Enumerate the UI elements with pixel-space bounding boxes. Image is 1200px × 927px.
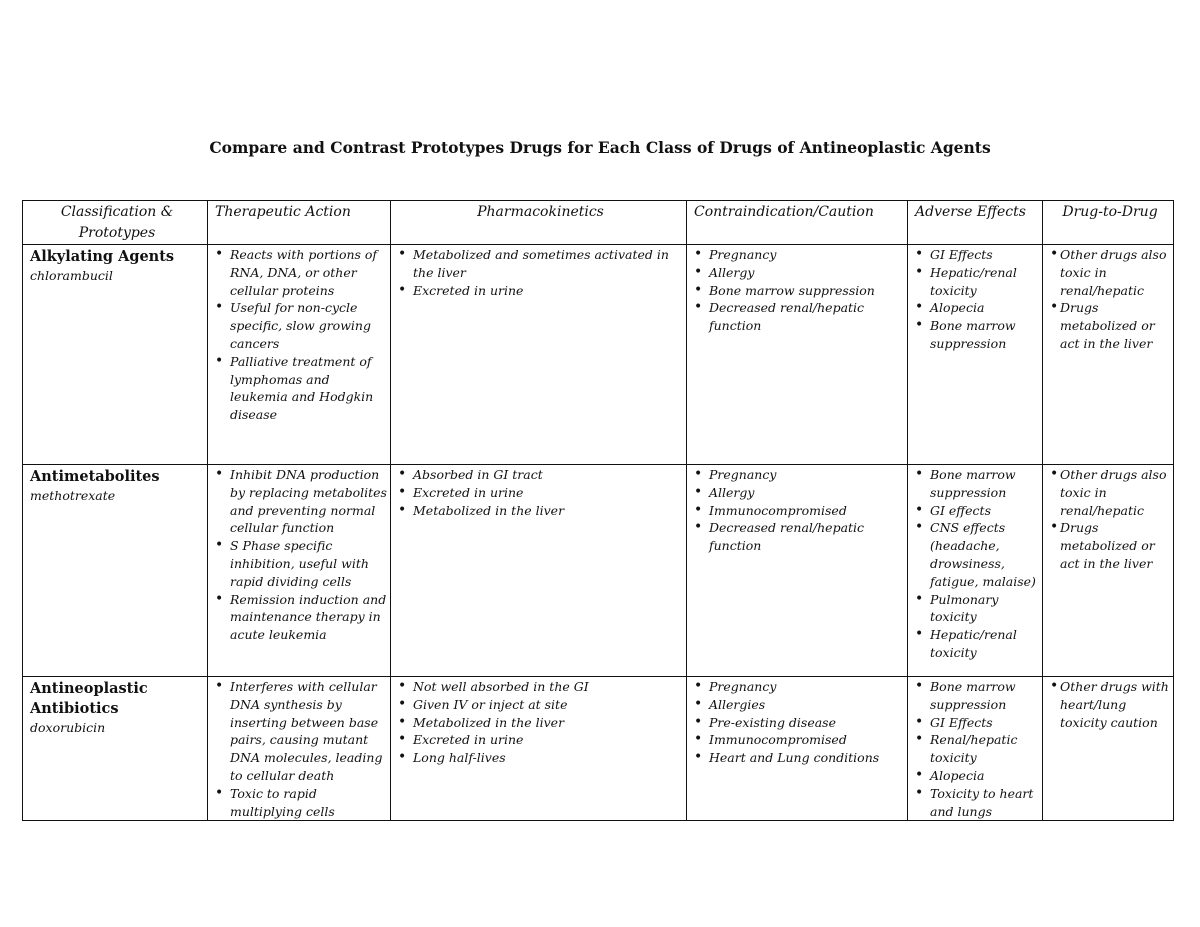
contraindication-cell xyxy=(687,677,908,821)
list-item: • Toxic to rapid multiplying cells xyxy=(215,785,387,821)
classification-cell xyxy=(23,245,208,465)
class-name: Alkylating Agents xyxy=(30,248,175,265)
list-item: • Pregnancy xyxy=(694,678,904,696)
drug-to-drug-cell xyxy=(1043,677,1174,821)
list-item: • Reacts with portions of RNA, DNA, or other cellular proteins xyxy=(215,246,387,299)
classification-cell xyxy=(23,677,208,821)
drug-to-drug-cell xyxy=(1043,245,1174,465)
list-item: • Not well absorbed in the GI xyxy=(398,678,683,696)
list-item: • Other drugs with heart/lung toxicity caution xyxy=(1050,678,1170,731)
list-item: • Decreased renal/hepatic function xyxy=(694,519,904,555)
column-header-drug-to-drug: Drug-to-Drug xyxy=(1043,201,1174,245)
list-item: • Pre-existing disease xyxy=(694,714,904,732)
drug-to-drug-cell xyxy=(1043,465,1174,677)
list-item: • Pulmonary toxicity xyxy=(915,591,1039,627)
contraindication-cell xyxy=(687,465,908,677)
list-item: • Heart and Lung conditions xyxy=(694,749,904,767)
page-title: Compare and Contrast Prototypes Drugs for Each Class of Drugs of Antineoplastic Agents xyxy=(209,138,991,157)
bullet-list xyxy=(215,465,387,644)
list-item: • Hepatic/renal toxicity xyxy=(915,264,1039,300)
list-item: • Metabolized in the liver xyxy=(398,502,683,520)
contraindication-cell xyxy=(687,245,908,465)
therapeutic-action-cell xyxy=(208,245,391,465)
bullet-list xyxy=(694,677,904,767)
list-item: • Hepatic/renal toxicity xyxy=(915,626,1039,662)
list-item: • CNS effects (headache, drowsiness, fatigue, malaise) xyxy=(915,519,1039,590)
list-item: • Excreted in urine xyxy=(398,731,683,749)
list-item: • Decreased renal/hepatic function xyxy=(694,299,904,335)
drug-comparison-table xyxy=(22,200,1174,821)
column-header-pharmacokinetics: Pharmacokinetics xyxy=(391,201,687,245)
list-item: • Immunocompromised xyxy=(694,502,904,520)
list-item: • Alopecia xyxy=(915,767,1039,785)
table-row xyxy=(23,245,1174,465)
column-header-therapeutic-action: Therapeutic Action xyxy=(208,201,391,245)
list-item: • Bone marrow suppression xyxy=(915,466,1039,502)
list-item: • Drugs metabolized or act in the liver xyxy=(1050,299,1170,352)
adverse-effects-cell xyxy=(908,677,1043,821)
list-item: • Renal/hepatic toxicity xyxy=(915,731,1039,767)
pharmacokinetics-cell xyxy=(391,677,687,821)
column-header-classification: Classification & Prototypes xyxy=(23,201,208,245)
list-item: • Bone marrow suppression xyxy=(915,678,1039,714)
list-item: • Allergy xyxy=(694,264,904,282)
bullet-list xyxy=(915,465,1039,662)
list-item: • Excreted in urine xyxy=(398,282,683,300)
bullet-list xyxy=(694,465,904,555)
list-item: • Bone marrow suppression xyxy=(694,282,904,300)
list-item: • Toxicity to heart and lungs xyxy=(915,785,1039,821)
class-name: Antineoplastic Antibiotics xyxy=(30,680,148,717)
list-item: • Allergy xyxy=(694,484,904,502)
list-item: • Excreted in urine xyxy=(398,484,683,502)
pharmacokinetics-cell xyxy=(391,465,687,677)
list-item: • Inhibit DNA production by replacing metabolites and preventing normal cellular function xyxy=(215,466,387,537)
list-item: • Palliative treatment of lymphomas and leukemia and Hodgkin disease xyxy=(215,353,387,424)
therapeutic-action-cell xyxy=(208,677,391,821)
column-header-adverse-effects: Adverse Effects xyxy=(908,201,1043,245)
bullet-list xyxy=(1050,677,1170,731)
list-item: • Pregnancy xyxy=(694,466,904,484)
list-item: • GI effects xyxy=(915,502,1039,520)
bullet-list xyxy=(398,465,683,519)
bullet-list xyxy=(694,245,904,335)
pharmacokinetics-cell xyxy=(391,245,687,465)
class-name: Antimetabolites xyxy=(30,468,160,485)
list-item: • Interferes with cellular DNA synthesis by inserting between base pairs, causing mutant DNA molecules, leading to cellular death xyxy=(215,678,387,785)
table-row xyxy=(23,465,1174,677)
list-item: • Remission induction and maintenance therapy in acute leukemia xyxy=(215,591,387,644)
list-item: • Metabolized and sometimes activated in the liver xyxy=(398,246,683,282)
list-item: • Absorbed in GI tract xyxy=(398,466,683,484)
bullet-list xyxy=(215,677,387,820)
list-item: • GI Effects xyxy=(915,714,1039,732)
adverse-effects-cell xyxy=(908,245,1043,465)
list-item: • Other drugs also toxic in renal/hepatic xyxy=(1050,466,1170,519)
list-item: • Immunocompromised xyxy=(694,731,904,749)
list-item: • Alopecia xyxy=(915,299,1039,317)
header-row xyxy=(23,201,1174,245)
prototype-drug: methotrexate xyxy=(30,488,116,503)
bullet-list xyxy=(1050,245,1170,353)
classification-cell xyxy=(23,465,208,677)
list-item: • Long half-lives xyxy=(398,749,683,767)
list-item: • Pregnancy xyxy=(694,246,904,264)
table-row xyxy=(23,677,1174,821)
prototype-drug: doxorubicin xyxy=(30,720,106,735)
list-item: • Allergies xyxy=(694,696,904,714)
list-item: • GI Effects xyxy=(915,246,1039,264)
therapeutic-action-cell xyxy=(208,465,391,677)
bullet-list xyxy=(398,245,683,299)
list-item: • Given IV or inject at site xyxy=(398,696,683,714)
list-item: • Drugs metabolized or act in the liver xyxy=(1050,519,1170,572)
list-item: • Useful for non-cycle specific, slow growing cancers xyxy=(215,299,387,352)
list-item: • Other drugs also toxic in renal/hepatic xyxy=(1050,246,1170,299)
bullet-list xyxy=(915,245,1039,353)
list-item: • Metabolized in the liver xyxy=(398,714,683,732)
prototype-drug: chlorambucil xyxy=(30,268,113,283)
bullet-list xyxy=(398,677,683,767)
list-item: • Bone marrow suppression xyxy=(915,317,1039,353)
list-item: • S Phase specific inhibition, useful with rapid dividing cells xyxy=(215,537,387,590)
column-header-contraindication: Contraindication/Caution xyxy=(687,201,908,245)
bullet-list xyxy=(1050,465,1170,573)
bullet-list xyxy=(215,245,387,424)
adverse-effects-cell xyxy=(908,465,1043,677)
bullet-list xyxy=(915,677,1039,820)
